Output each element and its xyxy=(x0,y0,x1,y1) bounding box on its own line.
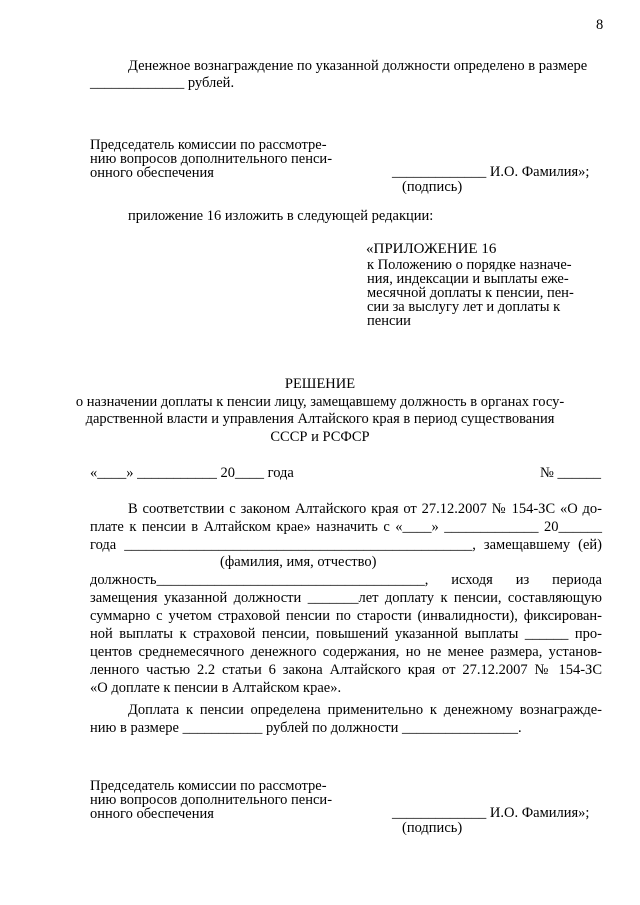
fio-caption: (фамилия, имя, отчество) xyxy=(220,554,377,570)
body-line-9: центов среднемесячного денежного содержания, но не менее размера, установ- xyxy=(90,644,602,660)
second-para-line-2: нию в размере ___________ рублей по должности ________________. xyxy=(90,720,522,736)
body-line-11: «О доплате к пенсии в Алтайском крае». xyxy=(90,680,342,696)
body-line-5: должность_____________________________________, исходя из периода xyxy=(90,572,602,588)
chair-line-2: нию вопросов дополнительного пенси- xyxy=(90,792,333,808)
decision-subtitle-2: дарственной власти и управления Алтайского края в период существования xyxy=(85,411,555,427)
chair-line-3: онного обеспечения xyxy=(90,165,214,181)
appendix-line-2: ния, индексации и выплаты еже- xyxy=(367,271,569,287)
signature-caption: (подпись) xyxy=(402,179,463,195)
signature-name-line: _____________ И.О. Фамилия»; xyxy=(392,805,590,821)
date-field: «____» ___________ 20____ года xyxy=(90,465,294,481)
body-line-2: плате к пенсии в Алтайском крае» назначить с «____» _____________ 20______ xyxy=(90,519,602,535)
number-field: № ______ xyxy=(540,465,601,481)
chair-line-1: Председатель комиссии по рассмотре- xyxy=(90,137,327,153)
body-line-7: суммарно с учетом страховой пенсии по старости (инвалидности), фиксирован- xyxy=(90,608,602,624)
decision-heading: РЕШЕНИЕ xyxy=(284,376,356,392)
appendix-line-1: к Положению о порядке назначе- xyxy=(367,257,572,273)
appendix-line-5: пенсии xyxy=(367,313,411,329)
body-line-8: ной выплаты к страховой пенсии, повышений указанной выплаты ______ про- xyxy=(90,626,602,642)
appendix-title: «ПРИЛОЖЕНИЕ 16 xyxy=(366,241,497,257)
chair-line-2: нию вопросов дополнительного пенси- xyxy=(90,151,333,167)
body-line-6: замещения указанной должности _______лет доплату к пенсии, составляющую xyxy=(90,590,602,606)
body-line-3: года ________________________________________________, замещавшему (ей) xyxy=(90,537,602,553)
instruction-text: приложение 16 изложить в следующей редакции: xyxy=(128,208,434,224)
decision-subtitle-1: о назначении доплаты к пенсии лицу, замещавшему должность в органах госу- xyxy=(75,394,565,410)
signature-name-line: _____________ И.О. Фамилия»; xyxy=(392,164,590,180)
second-para-line-1: Доплата к пенсии определена применительно к денежному вознагражде- xyxy=(128,702,602,718)
chair-line-1: Председатель комиссии по рассмотре- xyxy=(90,778,327,794)
decision-subtitle-3: СССР и РСФСР xyxy=(270,429,370,445)
appendix-line-3: месячной доплаты к пенсии, пен- xyxy=(367,285,574,301)
body-line-10: ленного частью 2.2 статьи 6 закона Алтайского края от 27.12.2007 № 154-ЗС xyxy=(90,662,602,678)
signature-caption: (подпись) xyxy=(402,820,463,836)
body-line-1: В соответствии с законом Алтайского края от 27.12.2007 № 154-ЗС «О до- xyxy=(128,501,602,517)
appendix-line-4: сии за выслугу лет и доплаты к xyxy=(367,299,561,315)
intro-line-2: _____________ рублей. xyxy=(90,75,235,91)
page-number: 8 xyxy=(596,17,604,33)
chair-line-3: онного обеспечения xyxy=(90,806,214,822)
intro-line-1: Денежное вознаграждение по указанной должности определено в размере xyxy=(128,58,588,74)
